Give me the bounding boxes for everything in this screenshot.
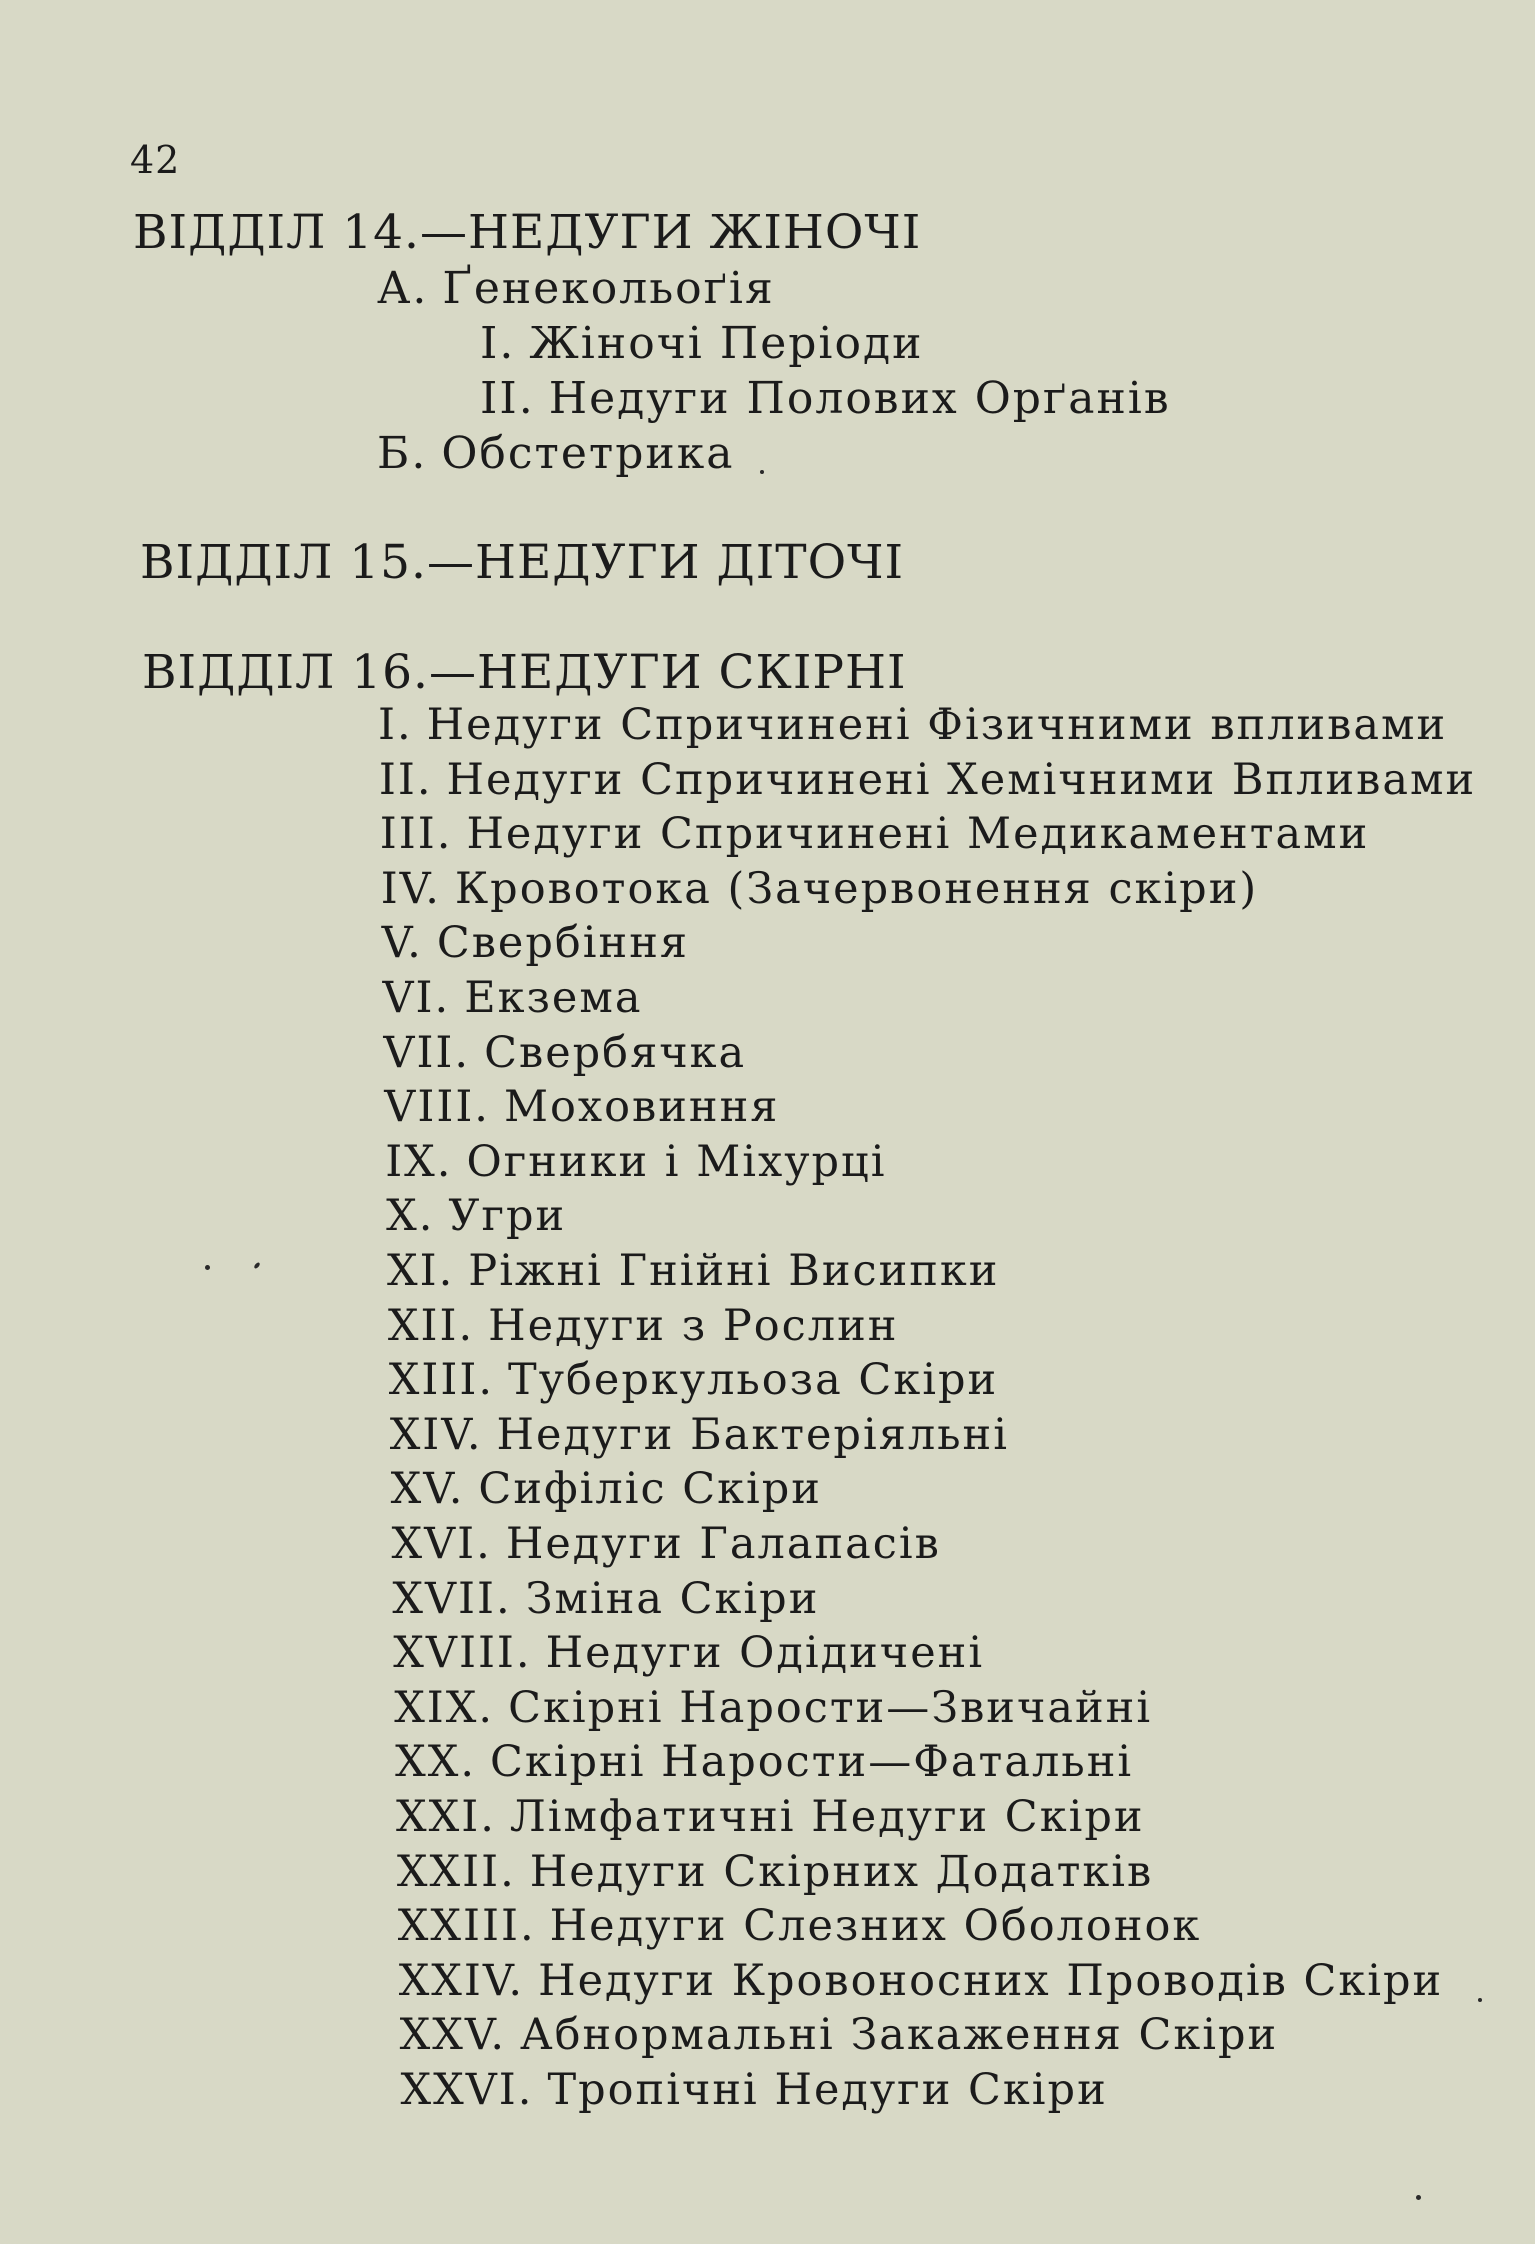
- subsection-marker: А.: [377, 263, 429, 314]
- skin-list-item: [385, 1137, 886, 1187]
- section-15-title: ВІДДІЛ 15.—НЕДУГИ ДІТОЧІ: [140, 535, 905, 590]
- skin-list-item: [383, 1028, 746, 1078]
- skin-list-item: [389, 1355, 998, 1405]
- skin-list-item: [400, 2010, 1279, 2060]
- item-number: XXVI.: [400, 2065, 534, 2115]
- skin-list-item: [390, 1410, 1009, 1460]
- item-number: XV.: [390, 1464, 465, 1515]
- item-number: I.: [480, 318, 516, 369]
- skin-list-item: [378, 700, 1447, 750]
- item-label: Недуги Спричинені Хемічними Впливами: [446, 754, 1477, 805]
- item-number: III.: [379, 809, 453, 860]
- item-number: I.: [378, 700, 413, 750]
- print-speck: [1478, 1998, 1482, 2002]
- page-number: 42: [130, 138, 181, 182]
- skin-list-item: [393, 1628, 984, 1678]
- item-number: XXII.: [396, 1846, 516, 1897]
- skin-list-item: [396, 1792, 1145, 1842]
- item-label: Лімфатичні Недуги Скіри: [509, 1792, 1145, 1842]
- item-label: Огники і Міхурці: [466, 1136, 887, 1187]
- skin-list-item: [395, 1737, 1133, 1787]
- item-number: XXIV.: [398, 1955, 525, 2006]
- print-speck: [1416, 2195, 1421, 2200]
- skin-list-item: [387, 1246, 999, 1296]
- skin-list-item: [399, 1956, 1444, 2006]
- item-label: Угри: [448, 1191, 567, 1242]
- item-number: XII.: [387, 1300, 475, 1351]
- skin-list-item: [380, 809, 1369, 859]
- item-label: Недуги Скірних Додатків: [529, 1846, 1154, 1897]
- item-number: VI.: [382, 973, 451, 1023]
- skin-list-item: [384, 1082, 779, 1132]
- item-label: Ріжні Гнійні Висипки: [468, 1246, 1000, 1296]
- item-number: V.: [381, 918, 423, 969]
- subsection-label: Обстетрика: [441, 428, 735, 479]
- item-number: XVIII.: [393, 1628, 532, 1679]
- print-speck: [760, 470, 764, 474]
- skin-list-item: [397, 1847, 1153, 1897]
- item-number: X.: [386, 1191, 435, 1242]
- skin-list-item: [379, 755, 1476, 805]
- item-number: XVII.: [392, 1573, 512, 1624]
- skin-list-item: [394, 1683, 1152, 1733]
- item-number: VIII.: [384, 1082, 490, 1133]
- print-speck: [253, 1262, 261, 1270]
- item-number: XVI.: [391, 1519, 492, 1569]
- skin-list-item: [398, 1901, 1201, 1951]
- item-label: Недуги Спричинені Медикаментами: [466, 809, 1370, 860]
- item-label: Сифіліс Скіри: [478, 1464, 822, 1515]
- item-number: II.: [480, 373, 535, 424]
- subsection-item: [480, 373, 1171, 424]
- item-number: VII.: [383, 1027, 471, 1078]
- subsection-marker: Б.: [377, 428, 428, 479]
- subsection-item: [480, 318, 923, 369]
- item-number: XI.: [387, 1246, 455, 1296]
- skin-list-item: [392, 1519, 941, 1569]
- skin-list-item: [401, 2065, 1108, 2115]
- item-number: IV.: [380, 863, 441, 914]
- item-number: XXV.: [399, 2010, 507, 2061]
- print-speck: [205, 1265, 210, 1270]
- item-label: Недуги Полових Орґанів: [548, 373, 1171, 424]
- subsection-a: [377, 263, 775, 314]
- skin-list-item: [391, 1464, 822, 1514]
- item-label: Недуги Спричинені Фізичними впливами: [426, 700, 1448, 750]
- item-label: Зміна Скіри: [525, 1573, 820, 1624]
- item-label: Скірні Нарости—Звичайні: [508, 1682, 1153, 1733]
- item-label: Екзема: [464, 973, 643, 1023]
- section-14-title: ВІДДІЛ 14.—НЕДУГИ ЖІНОЧІ: [133, 205, 922, 260]
- skin-list-item: [386, 1191, 566, 1241]
- item-label: Недуги Галапасів: [505, 1519, 941, 1569]
- item-label: Недуги з Рослин: [488, 1300, 899, 1351]
- subsection-b: [377, 428, 734, 479]
- item-number: XXIII.: [397, 1901, 536, 1952]
- item-number: XX.: [395, 1737, 476, 1788]
- item-label: Свербячка: [484, 1027, 747, 1078]
- subsection-label: Ґенекольоґія: [442, 263, 775, 314]
- item-number: IX.: [385, 1136, 453, 1187]
- item-label: Недуги Бактеріяльні: [496, 1409, 1009, 1460]
- skin-list-item: [388, 1301, 899, 1351]
- item-number: XIII.: [388, 1355, 495, 1406]
- item-label: Скірні Нарости—Фатальні: [490, 1737, 1134, 1788]
- item-label: Абнормальні Закаження Скіри: [520, 2010, 1279, 2061]
- item-number: XXI.: [396, 1792, 496, 1842]
- item-label: Жіночі Періоди: [529, 318, 924, 369]
- skin-list-item: [381, 864, 1258, 914]
- item-label: Туберкульоза Скіри: [508, 1355, 999, 1406]
- item-label: Свербіння: [436, 918, 689, 969]
- skin-list-item: [383, 973, 643, 1023]
- item-number: II.: [378, 754, 433, 805]
- item-label: Недуги Одідичені: [545, 1628, 985, 1679]
- item-label: Недуги Слезних Оболонок: [549, 1901, 1202, 1952]
- item-label: Кровотока (Зачервонення скіри): [454, 863, 1259, 914]
- skin-list-item: [392, 1574, 819, 1624]
- item-label: Моховиння: [503, 1082, 780, 1133]
- item-number: XIV.: [389, 1409, 483, 1460]
- item-label: Тропічні Недуги Скіри: [547, 2065, 1108, 2115]
- section-16-title: ВІДДІЛ 16.—НЕДУГИ СКІРНІ: [142, 645, 907, 700]
- item-label: Недуги Кровоносних Проводів Скіри: [538, 1955, 1444, 2006]
- item-number: XIX.: [394, 1682, 495, 1733]
- skin-list-item: [382, 918, 689, 968]
